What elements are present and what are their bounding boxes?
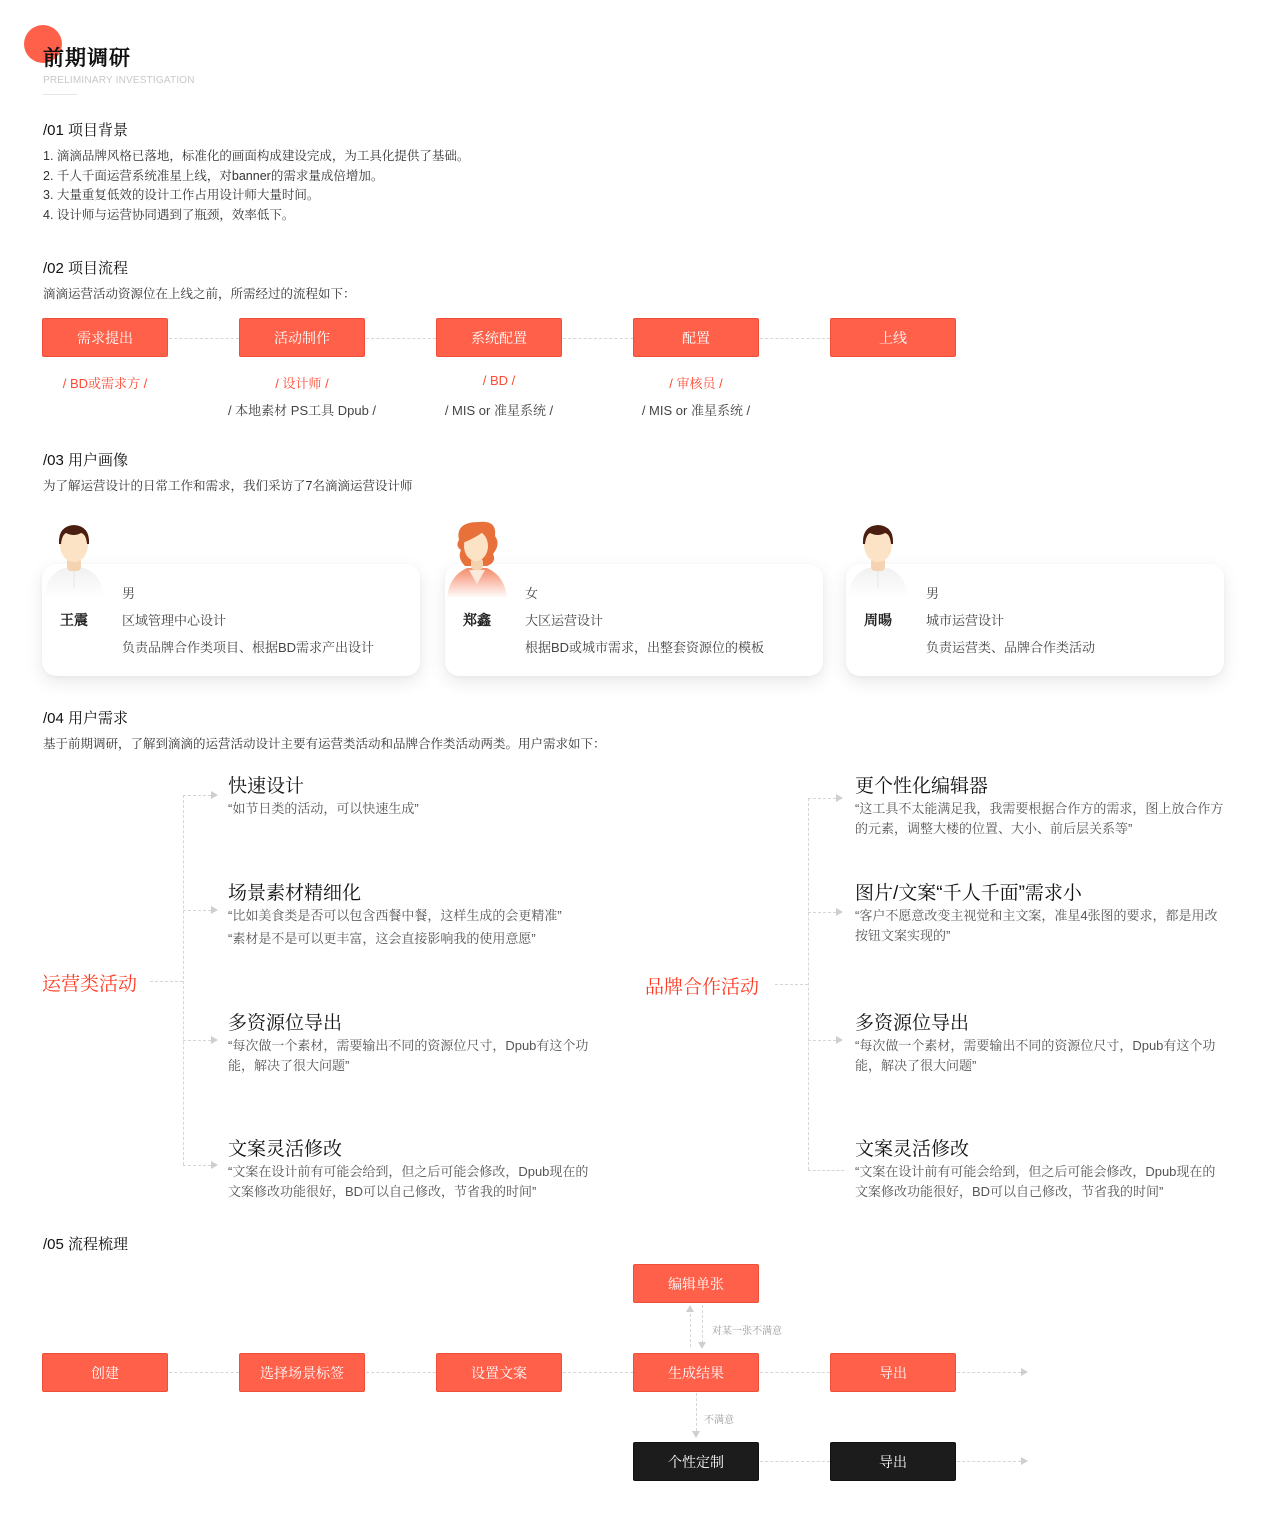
tree-trunk bbox=[183, 795, 184, 1165]
need-quote: “这工具不太能满足我，我需要根据合作方的需求，图上放合作方的元素，调整大楼的位置、大小、前后层关系等” bbox=[855, 801, 1224, 836]
section-01-title: /01 项目背景 bbox=[43, 122, 129, 139]
flow-step-create: 创建 bbox=[42, 1353, 168, 1392]
need-quote: “文案在设计前有可能会给到，但之后可能会修改，Dpub现在的文案修改功能很好，BD可以自己修改，节省我的时间” bbox=[228, 1164, 589, 1199]
flow-step-customize: 个性定制 bbox=[633, 1442, 759, 1481]
arrow-down-icon bbox=[692, 1431, 700, 1438]
need-title: 多资源位导出 bbox=[855, 1013, 970, 1034]
process-step-system-config: 系统配置 bbox=[436, 318, 562, 357]
category-operations: 运营类活动 bbox=[42, 974, 138, 995]
need-title: 文案灵活修改 bbox=[855, 1139, 970, 1160]
persona-role: 区域管理中心设计 bbox=[122, 613, 227, 628]
background-item: 3. 大量重复低效的设计工作占用设计师大量时间。 bbox=[43, 188, 320, 202]
need-title: 多资源位导出 bbox=[228, 1013, 343, 1034]
need-quote: “素材是不是可以更丰富，这会直接影响我的使用意愿” bbox=[228, 931, 536, 946]
step-role: / 审核员 / bbox=[669, 376, 723, 391]
section-02-desc: 滴滴运营活动资源位在上线之前，所需经过的流程如下： bbox=[43, 287, 356, 301]
tree-trunk bbox=[808, 798, 809, 1170]
arrow-down-icon bbox=[698, 1342, 706, 1349]
flow-connector bbox=[696, 1393, 697, 1431]
tree-branch bbox=[183, 1165, 211, 1166]
edit-condition-note: 对某一张不满意 bbox=[712, 1326, 782, 1337]
persona-name: 王震 bbox=[60, 612, 88, 628]
arrow-right-icon bbox=[836, 794, 843, 802]
flow-connector bbox=[760, 338, 830, 339]
persona-gender: 男 bbox=[926, 586, 940, 601]
persona-role: 城市运营设计 bbox=[926, 613, 1005, 628]
flow-connector bbox=[366, 1372, 436, 1373]
flow-step-custom-export: 导出 bbox=[830, 1442, 956, 1481]
title-divider bbox=[43, 94, 77, 95]
tree-connector bbox=[150, 981, 183, 982]
need-title: 场景素材精细化 bbox=[228, 883, 362, 904]
flow-connector bbox=[957, 1372, 1021, 1373]
tree-branch bbox=[183, 1040, 211, 1041]
arrow-right-icon bbox=[211, 1161, 218, 1169]
persona-duty: 负责运营类、品牌合作类活动 bbox=[926, 640, 1096, 655]
arrow-right-icon bbox=[836, 1036, 843, 1044]
flow-step-export: 导出 bbox=[830, 1353, 956, 1392]
step-tool: / 本地素材 PS工具 Dpub / bbox=[227, 403, 377, 418]
background-list bbox=[43, 147, 469, 225]
flow-step-edit-single: 编辑单张 bbox=[633, 1264, 759, 1303]
persona-role: 大区运营设计 bbox=[525, 613, 604, 628]
flow-step-select-scene-tag: 选择场景标签 bbox=[239, 1353, 365, 1392]
persona-gender: 女 bbox=[525, 586, 539, 601]
flow-connector bbox=[169, 1372, 239, 1373]
need-title: 快速设计 bbox=[228, 776, 305, 797]
arrow-right-icon bbox=[836, 908, 843, 916]
section-04-desc: 基于前期调研，了解到滴滴的运营活动设计主要有运营类活动和品牌合作类活动两类。用户需求如下： bbox=[43, 737, 606, 751]
need-title: 文案灵活修改 bbox=[228, 1139, 343, 1160]
step-tool: / MIS or 准星系统 / bbox=[641, 403, 751, 418]
persona-duty: 根据BD或城市需求，出整套资源位的模板 bbox=[525, 640, 765, 655]
flow-connector bbox=[366, 338, 436, 339]
arrow-right-icon bbox=[1021, 1368, 1028, 1376]
page-title: 前期调研 bbox=[43, 47, 131, 70]
flow-connector bbox=[563, 338, 633, 339]
need-quote: “每次做一个素材，需要输出不同的资源位尺寸，Dpub有这个功能，解决了很大问题” bbox=[855, 1038, 1216, 1073]
tree-branch bbox=[808, 798, 836, 799]
flow-step-generate-result: 生成结果 bbox=[633, 1353, 759, 1392]
arrow-right-icon bbox=[211, 791, 218, 799]
female-avatar-icon bbox=[445, 518, 509, 598]
persona-name: 周暘 bbox=[864, 612, 892, 628]
tree-branch bbox=[808, 1170, 844, 1171]
male-avatar-icon bbox=[846, 518, 910, 598]
category-brand-cooperation: 品牌合作活动 bbox=[645, 977, 760, 998]
arrow-right-icon bbox=[211, 1036, 218, 1044]
persona-duty: 负责品牌合作类项目、根据BD需求产出设计 bbox=[122, 640, 375, 655]
unsatisfied-note: 不满意 bbox=[704, 1415, 734, 1426]
need-quote: “比如美食类是否可以包含西餐中餐，这样生成的会更精准” bbox=[228, 908, 562, 923]
section-02-title: /02 项目流程 bbox=[43, 260, 129, 277]
step-role: / BD / bbox=[482, 373, 516, 388]
process-step-config: 配置 bbox=[633, 318, 759, 357]
need-quote: “文案在设计前有可能会给到，但之后可能会修改，Dpub现在的文案修改功能很好，BD可以自己修改，节省我的时间” bbox=[855, 1164, 1216, 1199]
persona-name: 郑鑫 bbox=[463, 612, 491, 628]
need-title: 图片/文案“千人千面”需求小 bbox=[855, 883, 1082, 904]
need-quote: “客户不愿意改变主视觉和主文案，准星4张图的要求，都是用改按钮文案实现的” bbox=[855, 908, 1218, 943]
background-item: 2. 千人千面运营系统准星上线，对banner的需求量成倍增加。 bbox=[43, 168, 384, 183]
need-quote: “每次做一个素材，需要输出不同的资源位尺寸，Dpub有这个功能，解决了很大问题” bbox=[228, 1038, 589, 1073]
tree-branch bbox=[183, 795, 211, 796]
tree-branch bbox=[808, 1040, 836, 1041]
process-step-launch: 上线 bbox=[830, 318, 956, 357]
flow-step-set-copy: 设置文案 bbox=[436, 1353, 562, 1392]
tree-branch bbox=[808, 912, 836, 913]
male-avatar-icon bbox=[42, 518, 106, 598]
section-04-title: /04 用户需求 bbox=[43, 710, 129, 727]
flow-connector bbox=[760, 1461, 830, 1462]
section-05-title: /05 流程梳理 bbox=[43, 1236, 129, 1253]
flow-connector bbox=[760, 1372, 830, 1373]
process-step-production: 活动制作 bbox=[239, 318, 365, 357]
process-step-demand: 需求提出 bbox=[42, 318, 168, 357]
step-role: / 设计师 / bbox=[275, 376, 329, 391]
background-item: 1. 滴滴品牌风格已落地，标准化的画面构成建设完成，为工具化提供了基础。 bbox=[43, 149, 470, 163]
tree-connector bbox=[775, 984, 808, 985]
step-tool: / MIS or 准星系统 / bbox=[444, 403, 554, 418]
section-03-title: /03 用户画像 bbox=[43, 452, 129, 469]
tree-branch bbox=[183, 910, 211, 911]
need-title: 更个性化编辑器 bbox=[855, 776, 989, 797]
arrow-up-icon bbox=[686, 1305, 694, 1312]
flow-connector bbox=[702, 1305, 703, 1343]
arrow-right-icon bbox=[211, 906, 218, 914]
flow-connector bbox=[563, 1372, 633, 1373]
section-03-desc: 为了解运营设计的日常工作和需求，我们采访了7名滴滴运营设计师 bbox=[43, 479, 413, 493]
persona-gender: 男 bbox=[122, 586, 136, 601]
need-quote: “如节日类的活动，可以快速生成” bbox=[228, 801, 419, 816]
flow-connector bbox=[169, 338, 239, 339]
page-subtitle: PRELIMINARY INVESTIGATION bbox=[43, 75, 195, 86]
step-role: / BD或需求方 / bbox=[62, 376, 148, 391]
background-item: 4. 设计师与运营协同遇到了瓶颈，效率低下。 bbox=[43, 207, 295, 222]
flow-connector bbox=[957, 1461, 1021, 1462]
flow-connector bbox=[690, 1309, 691, 1347]
arrow-right-icon bbox=[1021, 1457, 1028, 1465]
